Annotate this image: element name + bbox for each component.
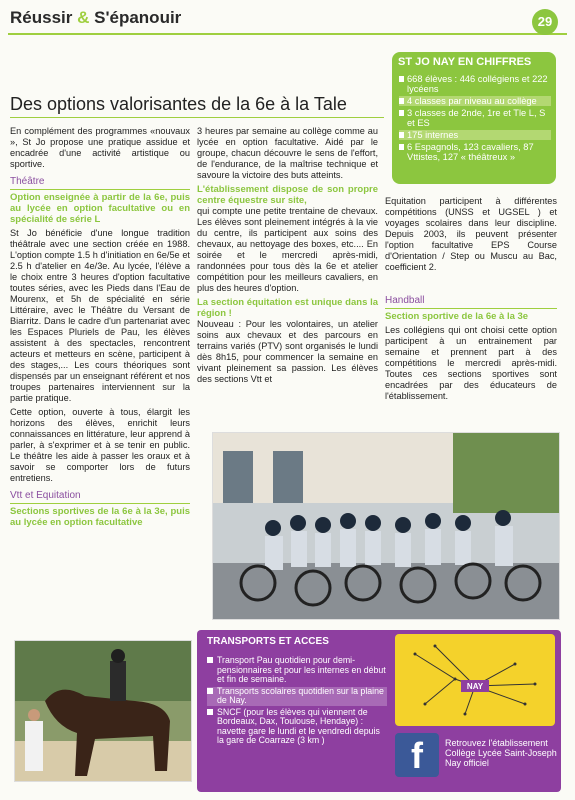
sport-paragraph: 3 heures par semaine au collège comme au lycée en option facultative. Aidé par le groupe, chacun découvre le sens de l'effort, de l'endurance, de la maîtrise technique et savoure la victoire des buts atteints.	[197, 126, 378, 180]
article-title: Des options valorisantes de la 6e à la Tale	[10, 94, 347, 114]
competition-paragraph: Equitation participent à différentes compétitions (UNSS et UGSEL ) et voyages scolaires dans leur discipline. Depuis 2003, ils peuvent présenter l'option facultative EPS Course d'Orientation / Step ou Muscu au Bac, coefficient 2.	[385, 196, 557, 272]
section-header	[10, 8, 181, 28]
vtt-heading: Vtt et Equitation	[10, 490, 190, 504]
stats-item: 4 classes par niveau au collège	[399, 96, 551, 106]
title-divider	[10, 117, 384, 118]
transport-item: Transports scolaires quotidien sur la plaine de Nay.	[207, 687, 387, 706]
header-ampersand: &	[77, 8, 90, 27]
map-center-label: NAY	[466, 682, 484, 691]
equitation-paragraph: Nouveau : Pour les volontaires, un atelier soins aux chevaux et des parcours en terrains variés (PTV) sont organisés le lundi dès 8h15, pour commencer la semaine en vivant pleinement sa passion. Les élèves des sections Vtt et	[197, 319, 378, 384]
transports-title: TRANSPORTS ET ACCES	[207, 636, 329, 647]
handball-paragraph: Les collégiens qui ont choisi cette option participent à un entrainement par semaine et prennent part à des compétitions le mercredi après-midi. Toutes ces sections sportives sont encadrées par des éducateurs de l'établissement.	[385, 325, 557, 401]
cyclists-photo	[212, 432, 560, 620]
column-2	[197, 126, 378, 388]
page-number-badge: 29	[532, 9, 558, 35]
header-title-b: S'épanouir	[94, 8, 182, 27]
header-divider	[8, 33, 567, 35]
column-1	[10, 126, 190, 531]
transport-item: Transport Pau quotidien pour demi-pensionnaires et pour les internes en début et fin de semaine.	[207, 656, 387, 685]
stats-box-title: ST JO NAY EN CHIFFRES	[398, 56, 532, 68]
column-3	[385, 196, 557, 405]
intro-paragraph: En complément des programmes «nouvaux », St Jo propose une pratique assidue et encadrée d'une activité artistique ou sportive.	[10, 126, 190, 169]
horse-photo	[14, 640, 192, 782]
access-map-art	[395, 634, 555, 726]
transport-item: SNCF (pour les élèves qui viennent de Bordeaux, Dax, Toulouse, Hendaye) : navette gare le lundi et le vendredi depuis la gare de Coarraze (3 km )	[207, 708, 387, 746]
facebook-icon[interactable]: f	[395, 733, 439, 777]
facebook-text[interactable]: Retrouvez l'établissement Collège Lycée Saint-Joseph Nay officiel	[445, 738, 557, 768]
stats-item: 668 élèves : 446 collégiens et 222 lycéens	[399, 74, 551, 94]
transports-list	[207, 656, 387, 748]
vtt-subheading: Sections sportives de la 6e à la 3e, puis au lycée en option facultative	[10, 506, 190, 528]
stats-item: 3 classes de 2nde, 1re et Tle L, S et ES	[399, 108, 551, 128]
handball-subheading: Section sportive de la 6e à la 3e	[385, 311, 529, 322]
handball-heading: Handball	[385, 295, 557, 309]
stats-list	[399, 74, 551, 178]
cyclists-photo-art	[213, 433, 559, 619]
theatre-paragraph-2: Cette option, ouverte à tous, élargit les horizons des élèves, enrichit leurs connaissances en littérature, leur apprend à parler, à s'exprimer et à se tenir en public. Le théâtre les aide à passer les oraux et à savoir se comporter lors de futurs entretiens.	[10, 407, 190, 483]
theatre-subheading: Option enseignée à partir de la 6e, puis au lycée en option facultative ou en spécialité de série L	[10, 192, 190, 225]
equestrian-highlight: L'établissement dispose de son propre centre équestre sur site,	[197, 184, 378, 206]
theatre-heading: Théâtre	[10, 176, 190, 190]
stats-item: 175 internes	[399, 130, 551, 140]
horse-photo-art	[15, 641, 191, 781]
equitation-highlight: La section équitation est unique dans la région !	[197, 297, 378, 319]
access-map	[395, 634, 555, 726]
equestrian-paragraph: qui compte une petite trentaine de chevaux. Les élèves sont pleinement intégrés à la vie du centre, ils participent aux soins des chevaux, au nettoyage des boxes, etc.... En soirée et le mercredi après-midi, randonnées pour tous dès la 6e et atelier compétition pour les meilleurs cavaliers, en plus des heures d'option.	[197, 206, 378, 293]
header-title-a: Réussir	[10, 8, 73, 27]
theatre-paragraph: St Jo bénéficie d'une longue tradition théâtrale avec une section créée en 1988. L'option compte 1.5 h d'initiation en 6e/5e et 2.5 h d'atelier en 4e/3e. Au lycée, l'élève a le choix entre 3 heures d'option facultative toutes séries, avec les Pieds dans l'Eau de Mourenx, et 5h de spécialité en série Littéraire, avec le Théâtre du Versant de Biarritz. Dans le cadre d'un partenariat avec les Espaces Pluriels de Pau, les élèves assistent à des spectacles, rencontrent acteurs et metteurs en scène, participent à des stages,... Les cours théoriques sont dispensés par un enseignant référent et nos troupes partenaires interviennent sur la partie pratique.	[10, 228, 190, 403]
stats-item: 6 Espagnols, 123 cavaliers, 87 Vttistes, 127 « théâtreux »	[399, 142, 551, 162]
